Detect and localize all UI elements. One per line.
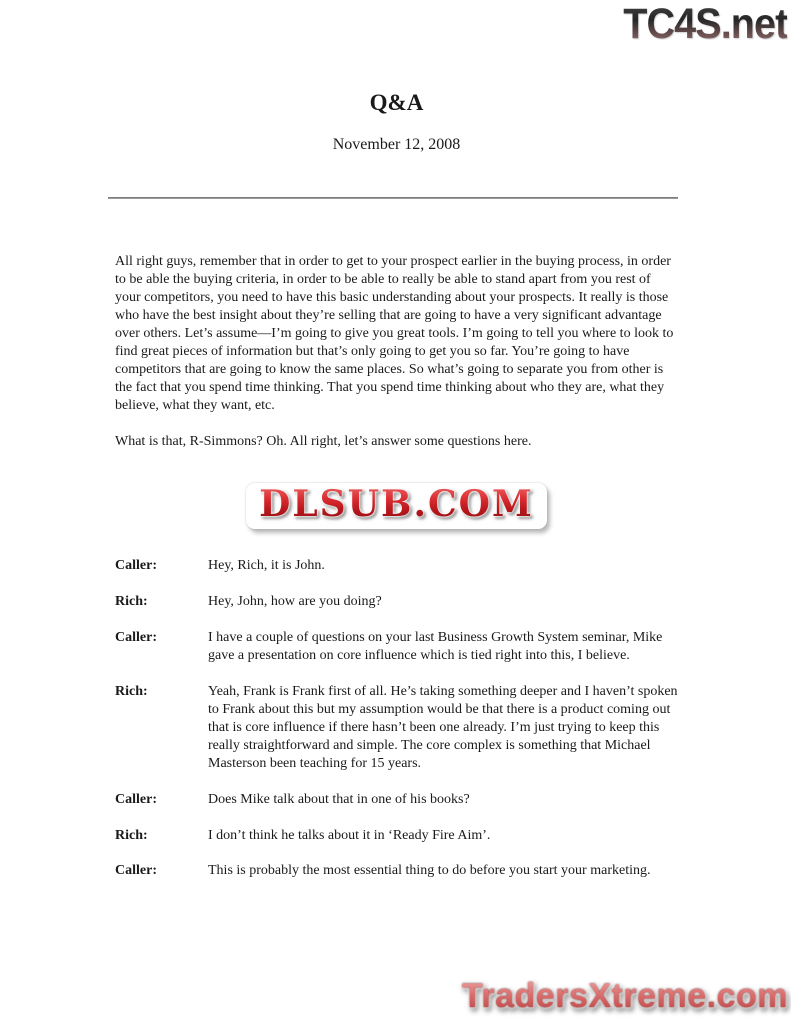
horizontal-rule: [108, 197, 678, 199]
speaker-label: Rich:: [115, 827, 148, 843]
dialogue-row: [115, 827, 678, 845]
dialogue-row: [115, 629, 678, 665]
speaker-label: Caller:: [115, 863, 157, 879]
speaker-label: Caller:: [115, 791, 157, 807]
speaker-text: This is probably the most essential thing to do before you start your marketing.: [208, 863, 651, 879]
dialogue-transcript: [115, 557, 678, 898]
speaker-label: Caller:: [115, 558, 157, 573]
speaker-text: I don’t think he talks about it in ‘Ready Fire Aim’.: [208, 827, 491, 843]
speaker-text: Does Mike talk about that in one of his books?: [208, 791, 470, 807]
dialogue-row: [115, 683, 678, 773]
speaker-label: Rich:: [115, 593, 148, 609]
document-date: November 12, 2008: [332, 136, 461, 153]
intro-section: [115, 253, 678, 469]
intro-paragraph: All right guys, remember that in order to get to your prospect earlier in the buying process, in order to be able the buying criteria, in order to be able to really be able to stand apart from you rest of your competitors, you need to have this basic understanding about your prospects. It really is those who have the best insight about they’re selling that are going to have a very significant advantage over others. Let’s assume—I’m going to give you great tools. I’m going to tell you where to look to find great pieces of information but that’s only going to get you so far. You’re going to have competitors that are going to know the same places. So what’s going to separate you from other is the fact that you spend time thinking. That you spend time thinking about who they are, what they believe, what they want, etc.: [115, 254, 674, 413]
speaker-text: Yeah, Frank is Frank first of all. He’s taking something deeper and I haven’t spoken to Frank about this but my assumption would be that there is a product coming out that is core influence if there hasn’t been one already. I’m just trying to keep this really straightforward and simple. The core complex is something that Michael Masterson been teaching for 15 years.: [208, 683, 678, 771]
dialogue-row: [115, 862, 678, 880]
dlsub-logo-text: DLSUB.COM: [259, 483, 534, 525]
speaker-label: Rich:: [115, 683, 148, 699]
tc4s-logo: TC4S.net: [622, 0, 787, 48]
speaker-text: I have a couple of questions on your last Business Growth System seminar, Mike gave a presentation on core influence which is tied right into this, I believe.: [208, 629, 663, 663]
dialogue-row: [115, 593, 678, 611]
intro-paragraph: What is that, R-Simmons? Oh. All right, let’s answer some questions here.: [115, 433, 532, 449]
tradersxtreme-logo: TradersXtreme.com: [462, 977, 788, 1015]
dialogue-row: [115, 557, 678, 575]
dlsub-badge: [246, 483, 547, 529]
dlsub-watermark: [115, 483, 678, 529]
page-title: Q&A: [369, 90, 424, 115]
speaker-text: Hey, Rich, it is John.: [208, 558, 325, 573]
dialogue-row: [115, 791, 678, 809]
speaker-label: Caller:: [115, 629, 157, 645]
speaker-text: Hey, John, how are you doing?: [208, 593, 382, 609]
